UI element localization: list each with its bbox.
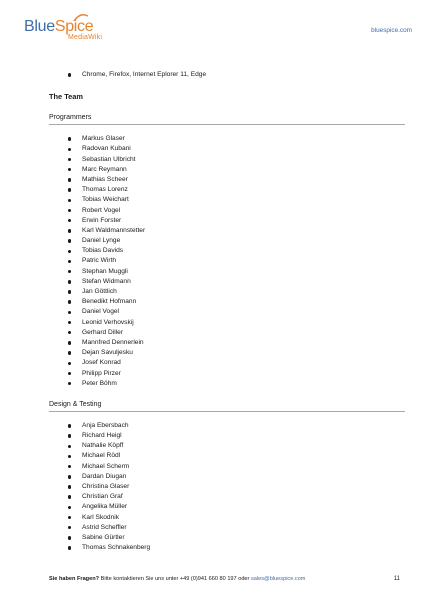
design-tester-item (49, 533, 405, 543)
programmer-item (49, 307, 405, 317)
design-tester-item (49, 462, 405, 472)
design-tester-item (49, 451, 405, 461)
bullet-icon (68, 219, 71, 222)
bullet-icon (68, 516, 71, 519)
logo-swoosh-icon (73, 13, 89, 23)
logo-text-blue: Blue (24, 18, 55, 35)
bullet-icon (68, 341, 71, 344)
programmer-item-text: Marc Reymann (82, 165, 127, 173)
bullet-icon (68, 434, 71, 437)
bullet-icon (68, 73, 71, 76)
design-tester-item-text: Christian Graf (82, 493, 123, 501)
design-tester-item-text: Angelika Müller (82, 503, 128, 511)
page-content (49, 70, 405, 553)
design-tester-item (49, 472, 405, 482)
programmer-item (49, 318, 405, 328)
bullet-icon (68, 290, 71, 293)
programmer-item-text: Daniel Vogel (82, 308, 120, 316)
bullet-icon (68, 199, 71, 202)
programmer-item (49, 277, 405, 287)
design-tester-item (49, 482, 405, 492)
site-link[interactable]: bluespice.com (371, 27, 412, 34)
bullet-icon (68, 372, 71, 375)
design-tester-item-text: Karl Skodnik (82, 513, 120, 521)
footer-email-link[interactable]: sales@bluespice.com (250, 576, 306, 582)
programmer-item (49, 256, 405, 266)
programmer-item-text: Dejan Savuljesku (82, 349, 133, 357)
browser-list (49, 70, 405, 80)
bullet-icon (68, 300, 71, 303)
logo-subtitle: MediaWiki (68, 34, 103, 41)
bullet-icon (68, 351, 71, 354)
design-tester-item (49, 502, 405, 512)
programmer-item (49, 185, 405, 195)
programmer-item-text: Robert Vogel (82, 206, 121, 214)
design-testing-heading: Design & Testing (49, 400, 405, 412)
programmer-item-text: Mathias Scheer (82, 175, 128, 183)
programmer-item (49, 338, 405, 348)
programmer-item-text: Radovan Kubani (82, 145, 131, 153)
bullet-icon (68, 321, 71, 324)
programmer-item-text: Karl Waldmannstetter (82, 226, 146, 234)
design-tester-item-text: Thomas Schnakenberg (82, 544, 151, 552)
bullet-icon (68, 188, 71, 191)
team-heading: The Team (49, 92, 83, 102)
programmer-item (49, 206, 405, 216)
bullet-icon (68, 382, 71, 385)
bullet-icon (68, 260, 71, 263)
programmer-item-text: Benedikt Hofmann (82, 298, 137, 306)
programmer-item (49, 297, 405, 307)
programmer-item (49, 328, 405, 338)
footer-contact-text: Bitte kontaktieren Sie uns unter +49 (0)941 660 80 197 oder (99, 576, 251, 582)
browser-item (49, 70, 405, 80)
programmer-item-text: Mannfred Dennerlein (82, 338, 144, 346)
programmer-item-text: Markus Glaser (82, 135, 125, 143)
design-tester-item-text: Dardan Diugan (82, 472, 127, 480)
programmer-item-text: Philipp Pirzer (82, 369, 121, 377)
bullet-icon (68, 209, 71, 212)
design-tester-item-text: Anja Ebersbach (82, 421, 129, 429)
programmer-item-text: Patric Wirth (82, 257, 117, 265)
design-tester-item (49, 543, 405, 553)
programmer-item (49, 246, 405, 256)
bullet-icon (68, 362, 71, 365)
design-tester-item (49, 421, 405, 431)
programmer-item (49, 236, 405, 246)
bullet-icon (68, 465, 71, 468)
bullet-icon (68, 270, 71, 273)
bullet-icon (68, 331, 71, 334)
design-tester-item-text: Sabine Gürtler (82, 533, 125, 541)
design-tester-item-text: Nathalie Köpff (82, 442, 124, 450)
bullet-icon (68, 536, 71, 539)
design-tester-item-text: Christina Glaser (82, 483, 130, 490)
programmer-item-text: Tobias Davids (82, 247, 124, 255)
programmer-item (49, 165, 405, 175)
footer-question: Sie haben Fragen? (49, 576, 100, 582)
programmer-item (49, 175, 405, 185)
bullet-icon (68, 229, 71, 232)
design-tester-item (49, 431, 405, 441)
design-tester-item (49, 441, 405, 451)
programmer-item-text: Gerhard Diller (82, 328, 124, 336)
programmer-item (49, 379, 405, 389)
programmer-item-text: Sebastian Ulbricht (82, 155, 136, 163)
design-testing-list (49, 421, 405, 553)
page-footer (49, 576, 404, 582)
programmer-item-text: Peter Böhm (82, 379, 117, 387)
programmer-item (49, 195, 405, 205)
bullet-icon (68, 526, 71, 529)
design-tester-item (49, 523, 405, 533)
bullet-icon (68, 148, 71, 151)
bullet-icon (68, 546, 71, 549)
bullet-icon (68, 280, 71, 283)
logo-wordmark (24, 19, 104, 35)
bullet-icon (68, 485, 71, 488)
programmer-item-text: Jan Göttlich (82, 288, 117, 295)
design-tester-item-text: Michael Rödl (82, 452, 121, 460)
logo-text-spice: Spice (54, 18, 94, 35)
programmers-heading: Programmers (49, 113, 405, 125)
programmer-item (49, 287, 405, 297)
bullet-icon (68, 424, 71, 427)
programmer-item (49, 369, 405, 379)
programmer-item-text: Stefan Widmann (82, 277, 131, 285)
bullet-icon (68, 168, 71, 171)
programmer-item (49, 267, 405, 277)
bullet-icon (68, 506, 71, 509)
design-tester-item-text: Michael Scherm (82, 462, 130, 470)
bullet-icon (68, 475, 71, 478)
programmer-item-text: Stephan Muggli (82, 267, 128, 275)
programmers-list (49, 134, 405, 389)
programmer-item-text: Daniel Lynge (82, 237, 121, 245)
bullet-icon (68, 178, 71, 181)
bullet-icon (68, 495, 71, 498)
design-tester-item-text: Astrid Scheffler (82, 523, 127, 531)
programmer-item-text: Thomas Lorenz (82, 186, 128, 194)
bullet-icon (68, 250, 71, 253)
programmer-item (49, 226, 405, 236)
programmer-item (49, 144, 405, 154)
programmer-item-text: Tobias Weichart (82, 196, 129, 204)
programmer-item (49, 134, 405, 144)
programmer-item-text: Erwin Forster (82, 216, 122, 224)
design-tester-item-text: Richard Heigl (82, 432, 122, 440)
design-tester-item (49, 492, 405, 502)
programmer-item (49, 358, 405, 368)
bullet-icon (68, 239, 71, 242)
page-number: 11 (393, 576, 400, 582)
bullet-icon (68, 137, 71, 140)
browser-item-text: Chrome, Firefox, Internet Eplorer 11, Edge (82, 71, 207, 78)
programmer-item-text: Josef Konrad (82, 359, 121, 367)
programmer-item (49, 155, 405, 165)
bluespice-logo (24, 19, 104, 45)
bullet-icon (68, 455, 71, 458)
bullet-icon (68, 445, 71, 448)
programmer-item-text: Leonid Verhovskij (82, 318, 134, 326)
programmer-item (49, 216, 405, 226)
programmer-item (49, 348, 405, 358)
bullet-icon (68, 158, 71, 161)
bullet-icon (68, 311, 71, 314)
design-tester-item (49, 513, 405, 523)
